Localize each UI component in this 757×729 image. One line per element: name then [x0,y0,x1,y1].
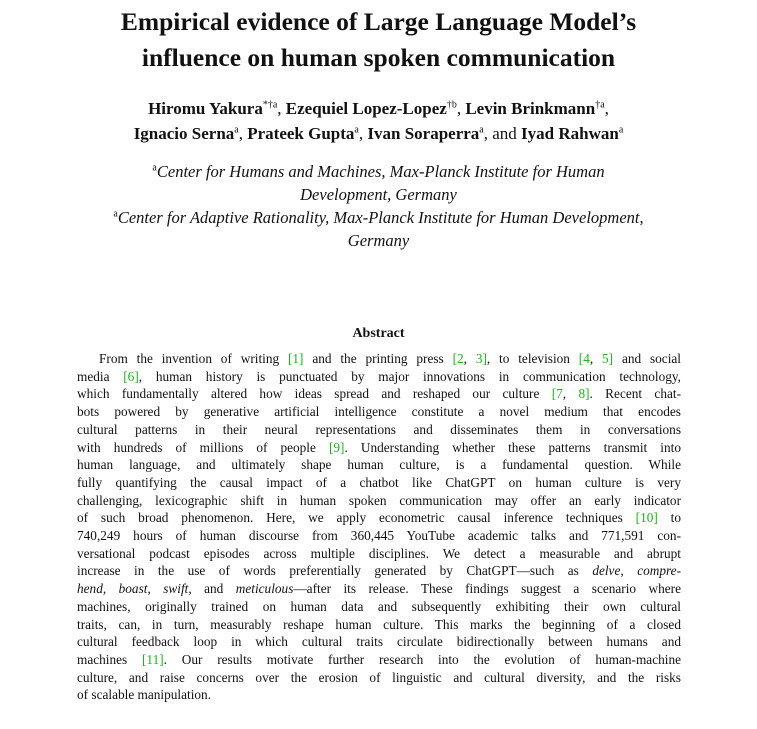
abstract-line [77,616,681,634]
affiliation-list [0,160,757,252]
title-line-2: influence on human spoken communication [141,43,616,72]
paper-title [0,4,757,76]
abstract-line [77,350,681,368]
author-list [0,96,757,146]
citation-link[interactable]: 5] [602,351,614,366]
author-name: Levin Brinkmann$^{\dagger a}$ [465,99,605,118]
abstract-text: increase in the use of words preferentially generated by ChatGPT—such as [77,563,593,579]
keyword-italic: boast [118,581,148,597]
citation-link[interactable]: [4 [578,351,590,366]
abstract-text: bots powered by generative artificial intelligence constitute a novel medium that encodes [77,404,681,420]
author-name: Hiromu Yakura$^{*\dagger a}$ [148,99,278,118]
abstract-text: —after its release. These findings suggest a scenario where [293,581,681,597]
abstract-text: of such broad phenomenon. Here, we apply econometric causal inference techniques [77,510,636,526]
citation-link[interactable]: 8] [578,386,590,402]
abstract-text: , [463,351,476,366]
abstract-text: of scalable manipulation. [77,687,212,703]
abstract-text: culture, and raise concerns over the erosion of linguistic and cultural diversity, and the risks [77,669,681,685]
abstract-text: , [562,386,579,402]
abstract-line [77,545,681,563]
abstract-text: , to television [486,351,579,366]
abstract-text: to [657,510,681,526]
abstract-line [77,580,681,598]
abstract-line [77,368,681,386]
keyword-italic: meticulous [235,581,294,597]
abstract-line [77,456,681,474]
abstract-text: . Recent chat- [589,386,681,402]
abstract-line [77,598,681,616]
abstract-text: From the invention of writing [99,351,288,366]
citation-link[interactable]: [9] [328,439,345,455]
citation-link[interactable]: [10] [635,510,658,526]
author-line-1: Hiromu Yakura$^{*\dagger a}$, Ezequiel Lopez-Lopez$^{\dagger b}$, Levin Brinkmann$^{\dagger a}$, [148,99,609,118]
abstract-line [77,562,681,580]
abstract-text: , [620,563,638,579]
author-name: Prateek Gupta$^a$ [247,124,359,143]
title-line-1: Empirical evidence of Large Language Model’s [120,7,637,36]
citation-link[interactable]: [2 [452,351,464,366]
abstract-text: media [77,368,124,384]
abstract-line [77,439,681,457]
abstract-text: , [589,351,603,366]
abstract-text: , [102,581,119,597]
abstract-text: , human history is punctuated by major innovations in communication technology, [138,368,681,384]
citation-link[interactable]: 3] [475,351,487,366]
abstract-heading: Abstract [352,326,405,341]
keyword-italic: hend [77,581,103,597]
abstract-text: . Our results motivate further research into the evolution of human-machine [163,651,682,667]
abstract-text: fully quantifying the causal impact of a chatbot like ChatGPT on human culture is very [77,474,681,490]
author-name: Iyad Rahwan$^a$ [521,124,624,143]
abstract-body [77,350,681,704]
abstract-line [77,633,681,651]
abstract-line [77,474,681,492]
abstract-text: cultural patterns in their neural representations and disseminates them in conversations [77,421,681,437]
abstract-text: machines, originally trained on human data and subsequently exhibiting their own cultural [77,598,681,614]
affiliation: $^a$Center for Humans and Machines, Max-Planck Institute for Human Development, Germany [152,162,605,204]
citation-link[interactable]: [11] [142,651,164,667]
citation-link[interactable]: [1] [287,351,304,366]
keyword-italic: swift [163,581,189,597]
abstract-text: 740,249 hours of human discourse from 360,445 YouTube academic talks and 771,591 con- [77,528,681,544]
abstract-line [77,492,681,510]
abstract-text: traits, can, in turn, measurably reshape human culture. This marks the beginning of a closed [77,616,681,632]
abstract-line [77,509,681,527]
abstract-text: and the printing press [303,351,453,366]
abstract-text: with hundreds of millions of people [77,439,329,455]
author-name: Ivan Soraperra$^a$ [367,124,484,143]
keyword-italic: compre- [637,563,681,579]
abstract-text: versational podcast episodes across multiple disciplines. We detect a measurable and abrupt [77,545,681,561]
author-line-2: Ignacio Serna$^a$, Prateek Gupta$^a$, Ivan Soraperra$^a$, and Iyad Rahwan$^a$ [133,124,624,143]
authors-conjunction: and [492,124,517,143]
abstract-text: machines [77,651,142,667]
abstract-line [77,403,681,421]
citation-link[interactable]: [6] [123,368,139,384]
abstract-text: which fundamentally altered how ideas spread and reshaped our culture [77,386,552,402]
author-name: Ignacio Serna$^a$ [133,124,239,143]
abstract-line [77,669,681,687]
abstract-text: . Understanding whether these patterns transmit into [344,439,681,455]
abstract-text: challenging, lexicographic shift in human spoken communication may offer an early indicator [77,492,681,508]
abstract-text: cultural feedback loop in which cultural traits circulate bidirectionally between humans and [77,634,681,650]
abstract-text: , and [188,581,236,597]
author-name: Ezequiel Lopez-Lopez$^{\dagger b}$ [285,99,457,118]
abstract-line [77,686,681,704]
abstract-text: , [147,581,164,597]
affiliation: $^a$Center for Adaptive Rationality, Max-Planck Institute for Human Development, Germany [113,208,644,250]
citation-link[interactable]: [7 [551,386,563,402]
abstract-line [77,527,681,545]
abstract-line [77,385,681,403]
keyword-italic: delve [592,563,621,579]
abstract-text: human language, and ultimately shape human culture, is a fundamental question. While [77,457,681,473]
abstract-text: and social [613,351,681,366]
abstract-line [77,421,681,439]
abstract-line [77,651,681,669]
